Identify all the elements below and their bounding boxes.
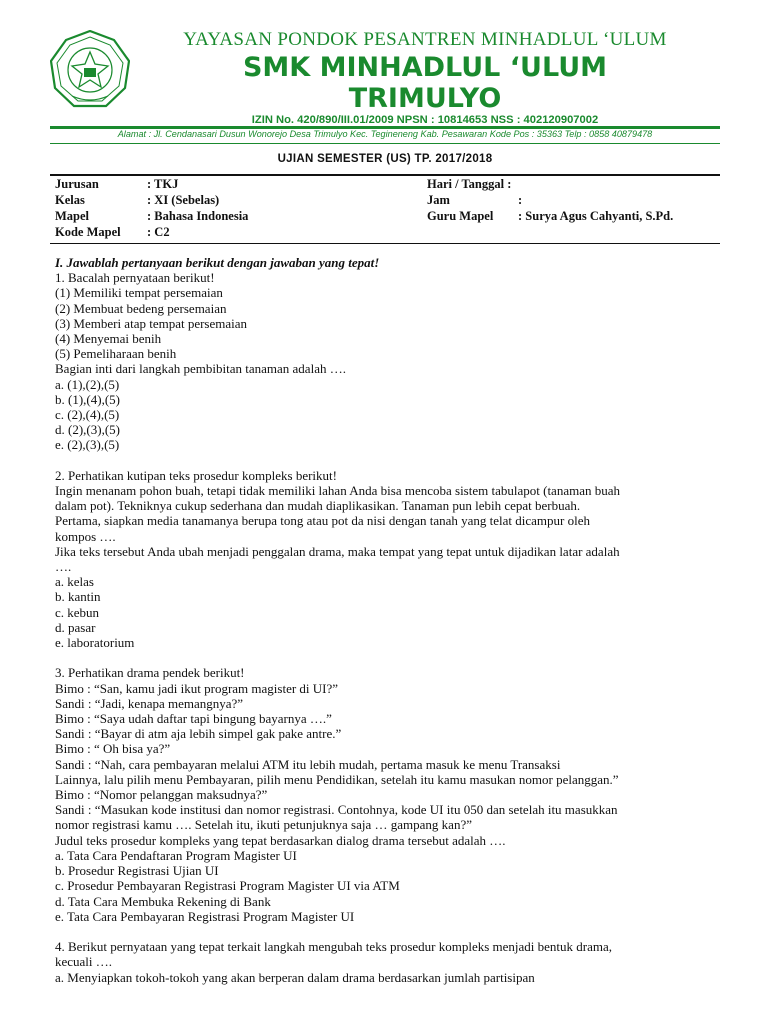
exam-title: UJIAN SEMESTER (US) TP. 2017/2018 xyxy=(277,153,493,165)
guru-mapel-label: Guru Mapel xyxy=(427,209,494,223)
school-registration: IZIN No. 420/890/III.01/2009 NPSN : 10814653 NSS : 402120907002 xyxy=(251,114,599,126)
q2-option-e: e. laboratorium xyxy=(55,635,135,651)
school-name xyxy=(130,52,720,114)
q2-option-a: a. kelas xyxy=(55,574,94,590)
spacer xyxy=(55,924,735,939)
q2-option-d: d. pasar xyxy=(55,619,96,635)
q3-dialog-line: Sandi : “Jadi, kenapa memangnya?” xyxy=(55,695,244,711)
q1-option-b: b. (1),(4),(5) xyxy=(55,391,120,407)
q1-statement: (1) Memiliki tempat persemaian xyxy=(55,285,223,301)
q1-option-a: a. (1),(2),(5) xyxy=(55,376,120,392)
q3-question: Judul teks prosedur kompleks yang tepat berdasarkan dialog drama tersebut adalah …. xyxy=(55,832,506,848)
q2-passage-line: Pertama, siapkan media tanamanya berupa tong atau pot da nisi dengan tanah yang telat dicampur oleh xyxy=(55,513,590,529)
kode-mapel-value: : C2 xyxy=(147,225,170,239)
jam-label: Jam xyxy=(427,193,450,207)
q3-option-e: e. Tata Cara Pembayaran Registrasi Program Magister UI xyxy=(55,908,355,924)
q3-dialog-line: Sandi : “Masukan kode institusi dan nomor registrasi. Contohnya, kode UI itu 050 dan setelah itu masukkan xyxy=(55,802,618,818)
q4-stem-cont: kecuali …. xyxy=(55,954,113,970)
kelas-value: : XI (Sebelas) xyxy=(147,193,220,207)
q1-option-d: d. (2),(3),(5) xyxy=(55,422,120,438)
q1-question: Bagian inti dari langkah pembibitan tanaman adalah …. xyxy=(55,361,346,377)
q2-option-c: c. kebun xyxy=(55,604,100,620)
q1-option-c: c. (2),(4),(5) xyxy=(55,407,120,423)
info-rule-bottom xyxy=(50,243,720,244)
exam-questions xyxy=(55,255,735,985)
jam-value: : xyxy=(518,193,523,207)
mapel-value: : Bahasa Indonesia xyxy=(147,209,249,223)
q3-option-b: b. Prosedur Registrasi Ujian UI xyxy=(55,863,219,879)
spacer xyxy=(55,453,735,468)
q2-stem: 2. Perhatikan kutipan teks prosedur kompleks berikut! xyxy=(55,467,337,483)
q2-question-cont: …. xyxy=(55,559,72,575)
q3-option-a: a. Tata Cara Pendaftaran Program Magister UI xyxy=(55,847,297,863)
q3-dialog-line: Bimo : “San, kamu jadi ikut program magister di UI?” xyxy=(55,680,339,696)
q2-passage-line: kompos …. xyxy=(55,528,116,544)
mapel-label: Mapel xyxy=(55,209,90,223)
q3-dialog-line: Sandi : “Nah, cara pembayaran melalui ATM itu lebih mudah, pertama masuk ke menu Transaksi xyxy=(55,756,561,772)
q3-dialog-line: nomor registrasi kamu …. Setelah itu, ikuti petunjuknya saja … gampang kan?” xyxy=(55,817,472,833)
q1-option-e: e. (2),(3),(5) xyxy=(55,437,120,453)
q3-dialog-line: Lainnya, lalu pilih menu Pembayaran, pilih menu Pendidikan, setelah itu kamu masukan nomor pelanggan.” xyxy=(55,771,619,787)
header-rule-bottom xyxy=(50,143,720,144)
q2-option-b: b. kantin xyxy=(55,589,101,605)
q3-dialog-line: Bimo : “Nomor pelanggan maksudnya?” xyxy=(55,787,268,803)
school-name-line1: SMK MINHADLUL ‘ULUM xyxy=(242,52,608,83)
q3-option-d: d. Tata Cara Membuka Rekening di Bank xyxy=(55,893,271,909)
q4-option-a: a. Menyiapkan tokoh-tokoh yang akan berperan dalam drama berdasarkan jumlah partisipan xyxy=(55,969,535,985)
school-name-line2: TRIMULYO xyxy=(348,83,502,114)
kelas-label: Kelas xyxy=(55,193,85,207)
q1-statement: (4) Menyemai benih xyxy=(55,331,162,347)
q3-dialog-line: Bimo : “Saya udah daftar tapi bingung bayarnya ….” xyxy=(55,711,332,727)
q3-dialog-line: Bimo : “ Oh bisa ya?” xyxy=(55,741,171,757)
guru-mapel-value: : Surya Agus Cahyanti, S.Pd. xyxy=(518,209,674,223)
q1-statement: (5) Pemeliharaan benih xyxy=(55,346,177,362)
q3-stem: 3. Perhatikan drama pendek berikut! xyxy=(55,665,245,681)
q3-dialog-line: Sandi : “Bayar di atm aja lebih simpel gak pake antre.” xyxy=(55,726,342,742)
jurusan-value: : TKJ xyxy=(147,177,179,191)
hari-tanggal-label: Hari / Tanggal : xyxy=(427,177,512,191)
spacer xyxy=(55,650,735,665)
q1-stem: 1. Bacalah pernyataan berikut! xyxy=(55,270,215,286)
school-logo xyxy=(50,30,130,110)
q2-question: Jika teks tersebut Anda ubah menjadi penggalan drama, maka tempat yang tepat untuk dijadikan latar adalah xyxy=(55,543,620,559)
school-address: Alamat : Jl. Cendanasari Dusun Wonorejo Desa Trimulyo Kec. Tegineneng Kab. Pesawaran Kode Pos : 35363 Telp : 0858 40879478 xyxy=(117,129,653,139)
jurusan-label: Jurusan xyxy=(55,177,99,191)
section-heading: I. Jawablah pertanyaan berikut dengan jawaban yang tepat! xyxy=(55,255,380,270)
q4-stem: 4. Berikut pernyataan yang tepat terkait langkah mengubah teks prosedur kompleks menjadi bentuk drama, xyxy=(55,939,613,955)
q3-option-c: c. Prosedur Pembayaran Registrasi Program Magister UI via ATM xyxy=(55,878,400,894)
q2-passage-line: Ingin menanam pohon buah, tetapi tidak memiliki lahan Anda bisa mencoba sistem tabulapot (tanaman buah xyxy=(55,483,620,499)
kode-mapel-label: Kode Mapel xyxy=(55,225,121,239)
q1-statement: (2) Membuat bedeng persemaian xyxy=(55,300,227,316)
q1-statement: (3) Memberi atap tempat persemaian xyxy=(55,315,248,331)
q2-passage-line: dalam pot). Tekniknya cukup sederhana dan mudah diaplikasikan. Tanaman pun lebih cepat berbuah. xyxy=(55,498,581,514)
foundation-name: YAYASAN PONDOK PESANTREN MINHADLUL ‘ULUM xyxy=(183,29,667,50)
